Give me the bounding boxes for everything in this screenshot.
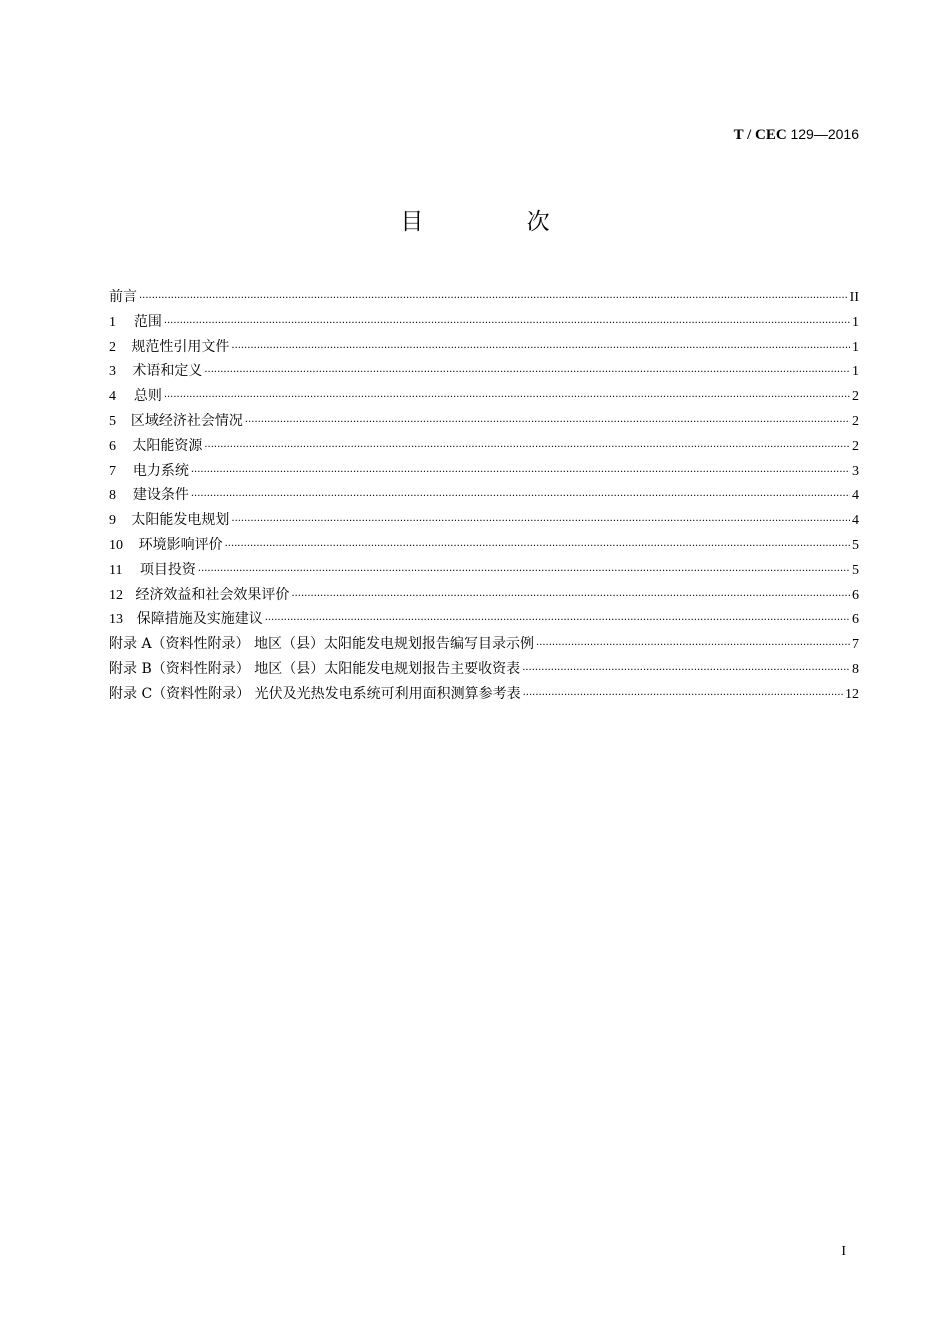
toc-entry-label: 建设条件: [132, 487, 189, 504]
toc-entry-page: 6: [852, 612, 859, 628]
standard-prefix: T / CEC: [733, 127, 787, 143]
toc-entry-label: 总则: [133, 388, 162, 405]
toc-entry-page: 1: [852, 364, 859, 380]
toc-entry[interactable]: [109, 657, 859, 682]
toc-entry[interactable]: [109, 483, 859, 508]
toc-entry-number: 8: [109, 488, 116, 504]
toc-entry[interactable]: [109, 434, 859, 459]
toc-entry-page: 4: [852, 513, 859, 529]
toc-entry-label: 区域经济社会情况: [130, 412, 243, 429]
toc-dot-leader: [191, 461, 850, 486]
toc-entry-page: 4: [852, 488, 859, 504]
table-of-contents: [109, 285, 859, 707]
toc-entry-label: 保障措施及实施建议: [136, 611, 263, 628]
toc-entry-page: 7: [852, 637, 859, 653]
toc-dot-leader: [231, 510, 850, 535]
toc-entry-page: 1: [852, 314, 859, 330]
toc-entry-number: 4: [109, 389, 116, 405]
toc-entry[interactable]: [109, 285, 859, 310]
page-number: I: [841, 1244, 846, 1259]
toc-entry[interactable]: [109, 459, 859, 484]
toc-entry-number: 2: [109, 339, 116, 355]
toc-entry[interactable]: [109, 607, 859, 632]
toc-entry-number: 10: [109, 537, 123, 553]
toc-entry-page: 2: [852, 413, 859, 429]
toc-entry-label: 环境影响评价: [138, 536, 223, 553]
toc-entry-page: II: [849, 290, 859, 305]
toc-entry[interactable]: [109, 409, 859, 434]
toc-entry[interactable]: [109, 583, 859, 608]
toc-entry-label: 电力系统: [132, 462, 189, 479]
toc-entry-page: 12: [845, 686, 859, 702]
toc-entry-number: 3: [109, 364, 116, 380]
toc-dot-leader: [291, 585, 850, 610]
toc-entry[interactable]: [109, 558, 859, 583]
toc-entry-page: 1: [852, 339, 859, 355]
toc-entry-page: 5: [852, 537, 859, 553]
toc-entry[interactable]: [109, 682, 859, 707]
toc-dot-leader: [164, 312, 850, 337]
toc-dot-leader: [231, 337, 850, 362]
toc-entry-label: 太阳能发电规划: [131, 512, 230, 529]
toc-entry-label: 范围: [133, 313, 162, 330]
toc-entry[interactable]: [109, 335, 859, 360]
toc-entry[interactable]: [109, 508, 859, 533]
toc-entry-number: 6: [109, 438, 116, 454]
toc-entry-number: 9: [109, 513, 116, 529]
toc-dot-leader: [245, 411, 850, 436]
toc-dot-leader: [536, 634, 850, 659]
toc-dot-leader: [522, 659, 850, 684]
toc-entry-label: 前言: [109, 289, 137, 305]
toc-entry[interactable]: [109, 310, 859, 335]
toc-entry[interactable]: [109, 533, 859, 558]
toc-entry-number: 5: [109, 413, 116, 429]
toc-entry-page: 2: [852, 389, 859, 405]
toc-dot-leader: [204, 436, 850, 461]
toc-entry-page: 5: [852, 562, 859, 578]
toc-entry-number: 7: [109, 463, 116, 479]
toc-entry-number: 13: [109, 612, 123, 628]
standard-number: 129—2016: [790, 126, 859, 142]
toc-entry[interactable]: [109, 359, 859, 384]
toc-entry-number: 1: [109, 314, 116, 330]
toc-entry-page: 3: [852, 463, 859, 479]
toc-entry-label: 附录 A（资料性附录） 地区（县）太阳能发电规划报告编写目录示例: [109, 636, 535, 653]
toc-entry-number: 12: [109, 587, 123, 603]
toc-entry-label: 附录 B（资料性附录） 地区（县）太阳能发电规划报告主要收资表: [109, 660, 521, 677]
toc-dot-leader: [265, 609, 850, 634]
toc-entry-label: 项目投资: [139, 561, 196, 578]
toc-dot-leader: [139, 287, 848, 312]
toc-entry-label: 附录 C（资料性附录） 光伏及光热发电系统可利用面积测算参考表: [109, 685, 521, 702]
toc-dot-leader: [523, 684, 843, 709]
toc-entry-page: 8: [852, 661, 859, 677]
toc-entry-page: 2: [852, 438, 859, 454]
toc-dot-leader: [191, 485, 850, 510]
toc-entry-number: 11: [109, 562, 123, 578]
toc-entry-label: 规范性引用文件: [131, 338, 230, 355]
standard-code: [734, 126, 859, 144]
toc-entry[interactable]: [109, 384, 859, 409]
toc-dot-leader: [198, 560, 850, 585]
toc-dot-leader: [204, 361, 850, 386]
toc-dot-leader: [225, 535, 850, 560]
toc-title: 目 次: [400, 209, 598, 235]
toc-entry-label: 术语和定义: [132, 363, 203, 380]
toc-entry[interactable]: [109, 632, 859, 657]
toc-entry-label: 太阳能资源: [132, 437, 203, 454]
toc-dot-leader: [164, 386, 850, 411]
toc-entry-page: 6: [852, 587, 859, 603]
toc-entry-label: 经济效益和社会效果评价: [135, 586, 290, 603]
